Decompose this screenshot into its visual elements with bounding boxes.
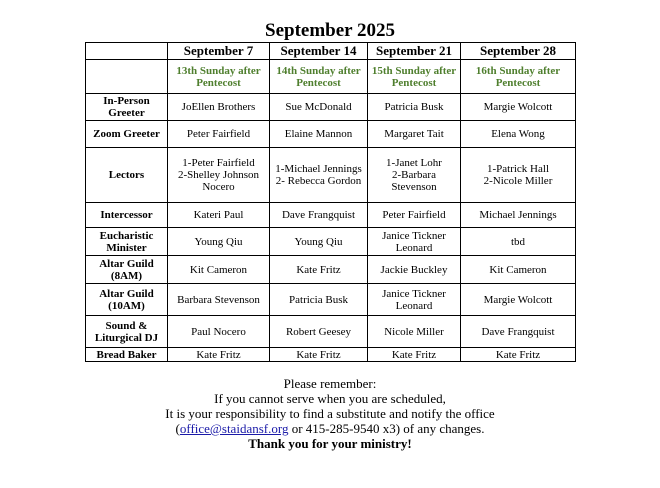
assignment-cell: Kate Fritz xyxy=(368,348,461,362)
assignment-cell: Jackie Buckley xyxy=(368,256,461,284)
sunday-row xyxy=(86,60,576,94)
assignment-cell: Janice Tickner Leonard xyxy=(368,284,461,316)
assignment-cell: Margaret Tait xyxy=(368,121,461,148)
notice-contact-rest: or 415-285-9540 x3) of any changes. xyxy=(288,421,485,436)
assignment-cell: 1-Peter Fairfield 2-Shelley Johnson Nocero xyxy=(168,148,270,203)
role-label: Zoom Greeter xyxy=(86,121,168,148)
table-row xyxy=(86,228,576,256)
assignment-cell: Kate Fritz xyxy=(461,348,576,362)
table-row xyxy=(86,316,576,348)
open-paren: ( xyxy=(175,421,180,436)
corner-cell xyxy=(86,43,168,60)
notice-line: It is your responsibility to find a substitute and notify the office xyxy=(165,406,495,421)
table-row xyxy=(86,94,576,121)
date-header-row xyxy=(86,43,576,60)
page-title: September 2025 xyxy=(265,20,395,41)
assignment-cell: Janice Tickner Leonard xyxy=(368,228,461,256)
assignment-cell: Nicole Miller xyxy=(368,316,461,348)
notice-line: If you cannot serve when you are scheduled, xyxy=(214,391,446,406)
role-label: Intercessor xyxy=(86,203,168,228)
table-row xyxy=(86,203,576,228)
assignment-cell: Peter Fairfield xyxy=(368,203,461,228)
assignment-cell: 1-Patrick Hall 2-Nicole Miller xyxy=(461,148,576,203)
assignment-cell: Kate Fritz xyxy=(270,348,368,362)
corner-cell xyxy=(86,60,168,94)
assignment-cell: Michael Jennings xyxy=(461,203,576,228)
table-row xyxy=(86,256,576,284)
assignment-cell: Barbara Stevenson xyxy=(168,284,270,316)
assignment-cell: Young Qiu xyxy=(270,228,368,256)
role-label: Altar Guild (8AM) xyxy=(86,256,168,284)
assignment-cell: Margie Wolcott xyxy=(461,94,576,121)
table-row xyxy=(86,348,576,362)
thanks-line: Thank you for your ministry! xyxy=(248,436,412,451)
table-row xyxy=(86,284,576,316)
role-label: In-Person Greeter xyxy=(86,94,168,121)
assignment-cell: Young Qiu xyxy=(168,228,270,256)
assignment-cell: Kateri Paul xyxy=(168,203,270,228)
date-header: September 21 xyxy=(368,43,461,60)
schedule-table xyxy=(85,42,576,362)
notice-contact-line xyxy=(0,421,660,436)
sunday-name: 14th Sunday after Pentecost xyxy=(270,60,368,94)
sunday-name: 13th Sunday after Pentecost xyxy=(168,60,270,94)
sunday-name: 15th Sunday after Pentecost xyxy=(368,60,461,94)
table-row xyxy=(86,148,576,203)
notice-block xyxy=(0,376,660,451)
assignment-cell: Kate Fritz xyxy=(168,348,270,362)
assignment-cell: Robert Geesey xyxy=(270,316,368,348)
role-label: Bread Baker xyxy=(86,348,168,362)
sunday-name: 16th Sunday after Pentecost xyxy=(461,60,576,94)
office-email-link[interactable]: office@staidansf.org xyxy=(179,421,289,436)
assignment-cell: Kit Cameron xyxy=(461,256,576,284)
assignment-cell: JoEllen Brothers xyxy=(168,94,270,121)
role-label: Sound & Liturgical DJ xyxy=(86,316,168,348)
assignment-cell: Peter Fairfield xyxy=(168,121,270,148)
role-label: Altar Guild (10AM) xyxy=(86,284,168,316)
assignment-cell: Kate Fritz xyxy=(270,256,368,284)
assignment-cell: Dave Frangquist xyxy=(270,203,368,228)
assignment-cell: Elaine Mannon xyxy=(270,121,368,148)
assignment-cell: 1-Michael Jennings 2- Rebecca Gordon xyxy=(270,148,368,203)
assignment-cell: Patricia Busk xyxy=(270,284,368,316)
assignment-cell: Sue McDonald xyxy=(270,94,368,121)
assignment-cell: Kit Cameron xyxy=(168,256,270,284)
date-header: September 14 xyxy=(270,43,368,60)
table-row xyxy=(86,121,576,148)
date-header: September 28 xyxy=(461,43,576,60)
assignment-cell: Elena Wong xyxy=(461,121,576,148)
assignment-cell: Dave Frangquist xyxy=(461,316,576,348)
assignment-cell: 1-Janet Lohr 2-Barbara Stevenson xyxy=(368,148,461,203)
assignment-cell: Margie Wolcott xyxy=(461,284,576,316)
assignment-cell: Patricia Busk xyxy=(368,94,461,121)
role-label: Lectors xyxy=(86,148,168,203)
notice-line: Please remember: xyxy=(283,376,377,391)
date-header: September 7 xyxy=(168,43,270,60)
assignment-cell: Paul Nocero xyxy=(168,316,270,348)
role-label: Eucharistic Minister xyxy=(86,228,168,256)
assignment-cell: tbd xyxy=(461,228,576,256)
